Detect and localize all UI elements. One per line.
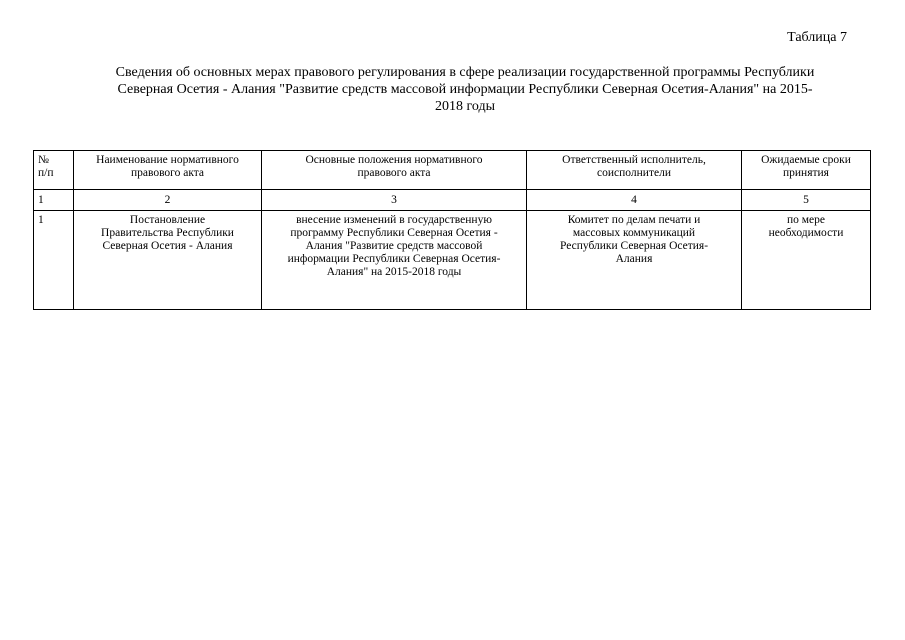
header-responsible-executor: Ответственный исполнитель, соисполнители <box>527 151 742 190</box>
column-index: 5 <box>742 190 871 211</box>
row-number-cell: 1 <box>34 211 74 310</box>
table-number-label: Таблица 7 <box>787 30 847 45</box>
header-expected-deadline: Ожидаемые сроки принятия <box>742 151 871 190</box>
column-index-row <box>34 190 871 211</box>
column-index: 2 <box>74 190 262 211</box>
title-line: Северная Осетия - Алания "Развитие средств массовой информации Республики Северная Осетия-Алания" на 2015- <box>117 82 813 97</box>
header-row-number: № п/п <box>34 151 74 190</box>
executor-cell: Комитет по делам печати и массовых коммуникаций Республики Северная Осетия- Алания <box>527 211 742 310</box>
document-title <box>75 64 855 115</box>
header-main-provisions: Основные положения нормативного правового акта <box>262 151 527 190</box>
table-row <box>34 211 871 310</box>
table-header-row <box>34 151 871 190</box>
provisions-cell: внесение изменений в государственную программу Республики Северная Осетия - Алания "Развитие средств массовой информации Республики Северная Осетия- Алания" на 2015-2018 годы <box>262 211 527 310</box>
title-line: 2018 годы <box>434 99 496 114</box>
legal-measures-table <box>33 150 871 310</box>
act-name-cell: Постановление Правительства Республики Северная Осетия - Алания <box>74 211 262 310</box>
title-line: Сведения об основных мерах правового регулирования в сфере реализации государственной программы Республики <box>115 65 815 80</box>
deadline-cell: по мере необходимости <box>742 211 871 310</box>
column-index: 4 <box>527 190 742 211</box>
header-act-name: Наименование нормативного правового акта <box>74 151 262 190</box>
column-index: 3 <box>262 190 527 211</box>
column-index: 1 <box>34 190 74 211</box>
